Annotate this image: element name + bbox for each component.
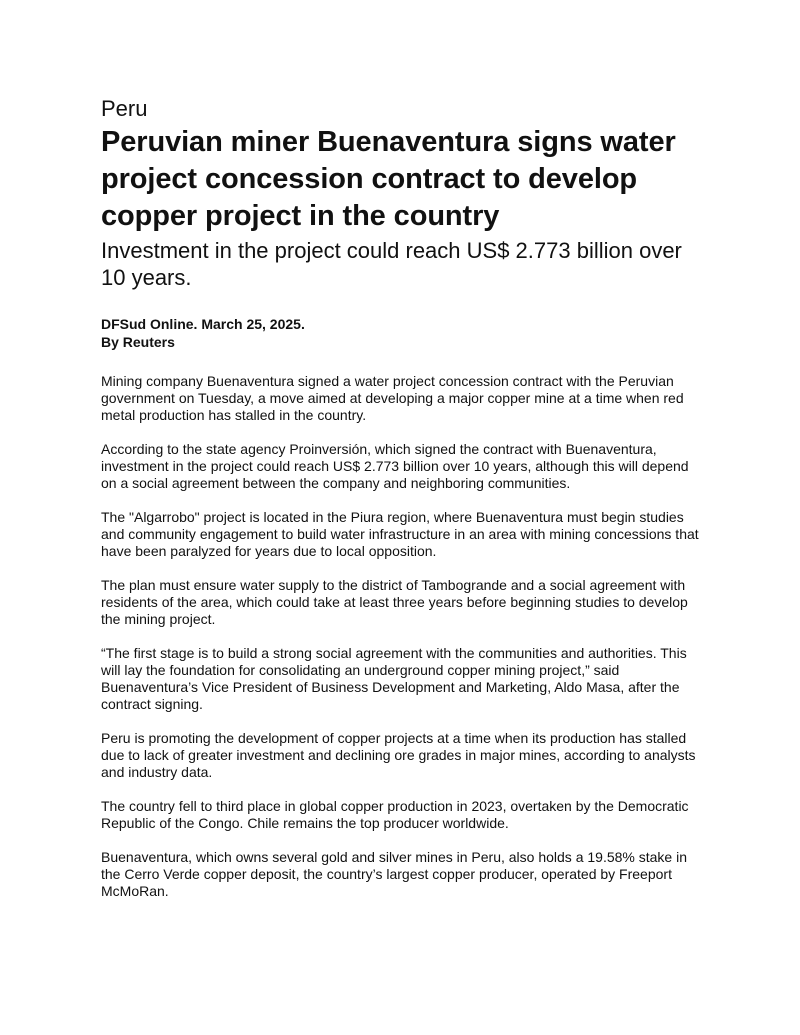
paragraph: Peru is promoting the development of copper projects at a time when its production has stalled due to lack of greater investment and declining ore grades in major mines, according to analysts and industry data. [101, 730, 696, 780]
byline: By Reuters [101, 334, 175, 350]
paragraph: Buenaventura, which owns several gold and silver mines in Peru, also holds a 19.58% stake in the Cerro Verde copper deposit, the country’s largest copper producer, operated by Freeport McMoRan. [101, 849, 687, 899]
paragraph: The "Algarrobo" project is located in the Piura region, where Buenaventura must begin studies and community engagement to build water infrastructure in an area with mining concessions that have been paralyzed for years due to local opposition. [101, 509, 699, 559]
article-subtitle: Investment in the project could reach US$ 2.773 billion over 10 years. [101, 238, 682, 290]
paragraph: “The first stage is to build a strong social agreement with the communities and authorities. This will lay the foundation for consolidating an underground copper mining project,” said Buenaventura’s Vice President of Business Development and Marketing, Aldo Masa, after the contract signing. [101, 645, 687, 712]
paragraph: Mining company Buenaventura signed a water project concession contract with the Peruvian government on Tuesday, a move aimed at developing a major copper mine at a time when red metal production has stalled in the country. [101, 373, 684, 423]
article-body [101, 373, 701, 900]
paragraph: The plan must ensure water supply to the district of Tambogrande and a social agreement with residents of the area, which could take at least three years before beginning studies to develop the mining project. [101, 577, 688, 627]
source-date: DFSud Online. March 25, 2025. [101, 316, 305, 332]
article-title: Peruvian miner Buenaventura signs water project concession contract to develop copper project in the country [101, 126, 676, 232]
article [101, 96, 701, 917]
article-meta [101, 315, 701, 351]
section-label: Peru [101, 96, 148, 121]
paragraph: The country fell to third place in global copper production in 2023, overtaken by the Democratic Republic of the Congo. Chile remains the top producer worldwide. [101, 798, 689, 831]
paragraph: According to the state agency Proinversión, which signed the contract with Buenaventura, investment in the project could reach US$ 2.773 billion over 10 years, although this will depend on a social agreement between the company and neighboring communities. [101, 441, 689, 491]
